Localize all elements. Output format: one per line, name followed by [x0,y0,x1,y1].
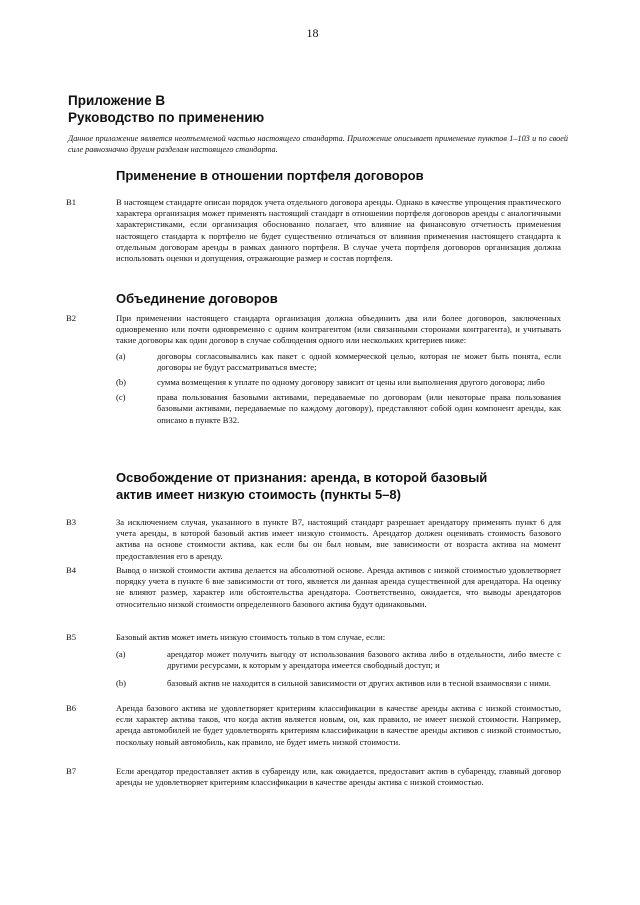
section-heading-portfolio: Применение в отношении портфеля договоров [116,168,424,183]
paragraph-number: B4 [66,565,77,575]
list-item [66,649,561,671]
list-item [66,392,561,426]
paragraph-number: B2 [66,313,77,323]
paragraph-b6 [66,703,561,748]
paragraph-text: Аренда базового актива не удовлетворяет критериям классификации в качестве аренды актива с низкой стоимостью, если характер актива таков, что когда актив является новым, он, как правило, не имеет низкой стоимости. Например, аренда автомобилей не будет удовлетворять критериям классификации в качестве аренды активов с низкой стоимостью, поскольку новый автомобиль, как правило, не будет иметь низкой стоимости. [116,703,561,747]
paragraph-text: Вывод о низкой стоимости актива делается на абсолютной основе. Аренда активов с низкой стоимостью удовлетворяет порядку учета в пункте 6 вне зависимости от того, является ли данная аренда существенной для арендатора. На оценку не влияют размер, характер или обстоятельства арендатора. Соответственно, ожидается, что выводы арендаторов относительно низкой стоимости определенного базового актива будут одинаковыми. [116,565,561,609]
list-item-text: права пользования базовыми активами, передаваемые по договорам (или некоторые права пользования базовыми активами, передаваемые по каждому договору), представляют собой один компонент аренды, как описано в пункте B32. [157,392,561,425]
list-item-label: (a) [116,649,126,660]
paragraph-number: B7 [66,766,77,776]
list-item-text: арендатор может получить выгоду от использования базового актива либо в отдельности, либо вместе с другими ресурсами, к которым у арендатора имеется свободный доступ; и [167,649,561,671]
appendix-intro: Данное приложение является неотъемлемой частью настоящего стандарта. Приложение описывает применение пунктов 1–103 и по своей силе равнозначно другим разделам настоящего стандарта. [68,134,568,154]
paragraph-text: При применении настоящего стандарта организация должна объединить два или более договоров, заключенных одновременно или почти одновременно с одним контрагентом (или связанными сторонами контрагента), и учитывать такие договоры как один договор в случае соблюдения одного или нескольких критериев ниже: [116,313,561,346]
paragraph-b5 [66,632,561,689]
paragraph-number: B1 [66,197,77,207]
paragraph-number: B3 [66,517,77,527]
paragraph-b3 [66,517,561,562]
paragraph-text: Базовый актив может иметь низкую стоимость только в том случае, если: [116,632,386,642]
paragraph-number: B5 [66,632,77,642]
list-item-text: сумма возмещения к уплате по одному договору зависит от цены или выполнения другого договора; либо [157,377,545,388]
list-item-label: (a) [116,350,126,361]
list-item [66,377,561,388]
paragraph-b7 [66,766,561,788]
section-heading-combining: Объединение договоров [116,291,278,306]
appendix-subtitle: Руководство по применению [68,110,265,125]
paragraph-number: B6 [66,703,77,713]
list-item-label: (b) [116,677,127,688]
paragraph-b4 [66,565,561,610]
list-item-label: (c) [116,392,126,403]
paragraph-text: Если арендатор предоставляет актив в субаренду или, как ожидается, предоставит актив в субаренду, главный договор аренды не удовлетворяет критериям классификации в качестве аренды актива с низкой стоимостью. [116,766,561,788]
paragraph-text: В настоящем стандарте описан порядок учета отдельного договора аренды. Однако в качестве упрощения практического характера организация может применять настоящий стандарт в отношении портфеля договоров аренды с аналогичными характеристиками, если организация обоснованно полагает, что влияние на финансовую отчетность применения настоящего стандарта к портфелю не будет существенно отличаться от влияния применения настоящего стандарта к отдельным договорам аренды в рамках данного портфеля. В случае учета портфеля договоров организация должна использовать оценки и допущения, отражающие размер и состав портфеля. [116,197,561,264]
appendix-title: Приложение В [68,93,166,108]
section-heading-exemption: Освобождение от признания: аренда, в которой базовый актив имеет низкую стоимость (пункты 5–8) [116,470,488,502]
page-number: 18 [306,26,319,40]
list-item [66,678,561,689]
paragraph-text: За исключением случая, указанного в пункте B7, настоящий стандарт разрешает арендатору применять пункт 6 для учета аренды, в которой базовый актив имеет низкую стоимость. Арендатор должен оценивать стоимость базового актива на основе стоимости актива, как если бы он был новым, вне зависимости от возраста актива на момент предоставления его в аренду. [116,517,561,561]
appendix-header [68,92,264,126]
list-item [66,351,561,373]
list-item-label: (b) [116,377,127,388]
list-item-text: базовый актив не находится в сильной зависимости от других активов или в тесной взаимосвязи с ними. [167,677,551,688]
list-item-text: договоры согласовывались как пакет с одной коммерческой целью, которая не может быть понята, если договоры не будут рассматриваться вместе; [157,350,561,372]
paragraph-b2 [66,313,561,426]
paragraph-b1 [66,197,561,264]
